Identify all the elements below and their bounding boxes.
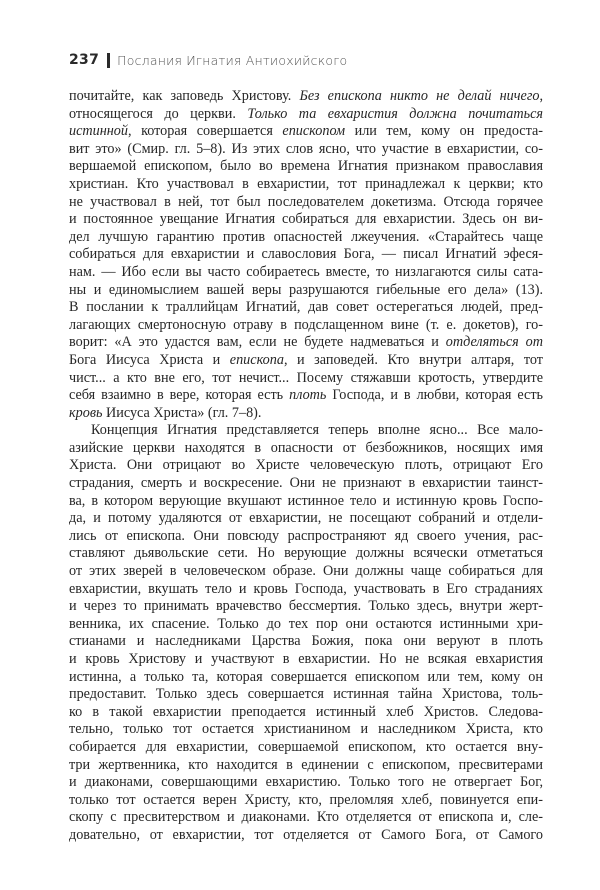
text-segment: или тем, кому он предоста- — [345, 123, 543, 140]
text-line — [69, 370, 543, 388]
text-segment: ко в такой евхаристии преподается истинный хлеб Христов. Следова- — [69, 703, 543, 720]
text-line — [69, 792, 543, 810]
text-line — [69, 264, 543, 282]
text-line — [69, 123, 543, 141]
text-segment: дел лучшую гарантию против опасностей лжеучения. «Старайтесь чаще — [69, 228, 543, 245]
text-segment: и кровь Христову и участвуют в евхаристии. Но не всякая евхаристия — [69, 651, 543, 667]
text-line — [69, 510, 543, 528]
text-segment: собирается для евхаристии, совершаемой епископом, кто остается вну- — [69, 738, 543, 755]
text-line — [69, 334, 543, 352]
text-segment: чист... а кто вне его, тот нечист... Посему стяжавши кротость, утвердите — [69, 369, 543, 386]
text-segment: и через то принимать врачевство бессмертия. Только здесь, внутри жерт- — [69, 598, 543, 615]
text-line — [69, 774, 543, 792]
text-line — [69, 457, 543, 475]
text-segment: ворит: «А это удастся вам, если не будете надмеваться и — [69, 334, 446, 351]
text-line — [69, 739, 543, 757]
italic-emphasis: епископа — [229, 351, 284, 368]
running-title: Послания Игнатия Антиохийского — [117, 52, 348, 68]
italic-emphasis: отделяться от — [445, 334, 543, 351]
text-line — [69, 704, 543, 722]
text-line — [69, 686, 543, 704]
text-segment: три жертвенника, кто находится в единении с епископом, пресвитерами — [69, 756, 543, 773]
text-segment: страдания, смерть и воскресение. Они не признают в евхаристии таинст- — [69, 475, 543, 492]
text-segment: ва, в котором верующие вкушают истинное тело и истинную кровь Госпо- — [69, 492, 543, 509]
text-segment: и диаконами, совершающими евхаристию. Только того не отвергает Бог, — [69, 774, 543, 791]
text-segment: нам. — Ибо если вы часто собираетесь вместе, то низлагаются силы сата- — [69, 263, 543, 280]
text-segment: евхаристии, вкушать тело и кровь Господа, участвовать в Его страданиях — [69, 580, 543, 597]
running-header — [69, 50, 347, 70]
text-line — [69, 809, 543, 827]
text-line — [69, 194, 543, 212]
italic-emphasis: епископом — [282, 123, 346, 140]
text-line — [69, 229, 543, 247]
text-line — [69, 757, 543, 775]
text-segment: тельно, только тот остается христианином и наследником Христа, кто — [69, 721, 543, 738]
text-segment: истинна, а только та, которая совершается епископом или тем, кому он — [69, 668, 543, 685]
text-segment: не участвовал в ней, тот был последователем докетизма. Отсюда горячее — [69, 193, 543, 210]
italic-emphasis: плоть — [289, 387, 327, 404]
text-segment: вершаемой епископом, было во времена Игнатия признаком православия — [69, 158, 543, 175]
header-divider — [107, 53, 110, 68]
text-segment: венника, их спасение. Только до тех пор они остаются истинными хри- — [69, 615, 543, 632]
text-line — [69, 545, 543, 563]
text-line — [69, 317, 543, 335]
text-line — [69, 581, 543, 599]
text-line — [69, 633, 543, 651]
text-line — [69, 176, 543, 194]
text-segment: , и заповедей. Кто внутри алтаря, тот — [283, 351, 543, 368]
text-line — [69, 598, 543, 616]
text-segment: Христа. Они отрицают во Христе человеческую плоть, отрицают Его — [69, 457, 543, 474]
text-line — [69, 493, 543, 511]
text-line — [69, 563, 543, 581]
text-line — [69, 440, 543, 458]
italic-emphasis: Без епископа никто не делай ничего — [299, 88, 540, 104]
text-segment: Концепция Игнатия представляется теперь вполне ясно... Все мало- — [91, 422, 543, 439]
italic-emphasis: кровь — [69, 404, 103, 421]
text-segment: почитайте, как заповедь Христову. — [69, 88, 300, 104]
text-line — [69, 141, 543, 159]
italic-emphasis: Только та евхаристия должна почитаться — [247, 105, 543, 122]
page-number: 237 — [69, 52, 100, 68]
text-line — [69, 651, 543, 669]
text-segment: христиан. Кто участвовал в евхаристии, тот принадлежал к церкви; кто — [69, 175, 543, 192]
text-line — [69, 405, 543, 423]
text-segment: , которая совершается — [128, 123, 283, 140]
text-line — [69, 827, 543, 845]
text-line — [69, 422, 543, 440]
text-segment: , — [539, 88, 543, 104]
text-segment: относящегося до церкви. — [69, 105, 248, 122]
text-line — [69, 106, 543, 124]
text-line — [69, 616, 543, 634]
text-segment: от этих зверей в человеческом образе. Они должны чаще собираться для — [69, 563, 543, 580]
text-segment: Иисуса Христа» (гл. 7–8). — [102, 404, 262, 421]
text-segment: и постоянное увещание Игнатия собираться для евхаристии. Здесь он ви- — [69, 211, 543, 228]
text-segment: скопу с пресвитерством и диаконами. Кто отделяется от епископа и, сле- — [69, 809, 543, 826]
text-segment: только тот остается верен Христу, кто, преломляя хлеб, повинуется епи- — [69, 791, 543, 808]
text-segment: лись от епископа. Они повсюду распространяют яд своего учения, рас- — [69, 527, 543, 544]
text-line — [69, 721, 543, 739]
text-segment: Господа, и в любви, которая есть — [326, 387, 543, 404]
text-line — [69, 246, 543, 264]
text-line — [69, 387, 543, 405]
text-line — [69, 669, 543, 687]
text-segment: ны и единомыслием вашей веры разрушаются гибельные его дела» (13). — [69, 281, 543, 298]
text-line — [69, 528, 543, 546]
text-line — [69, 299, 543, 317]
text-line — [69, 475, 543, 493]
text-segment: В послании к траллийцам Игнатий, дав совет остерегаться людей, пред- — [69, 299, 543, 316]
text-line — [69, 211, 543, 229]
text-segment: стианами и наследниками Царства Божия, пока они веруют в плоть — [69, 633, 543, 650]
text-segment: вит это» (Смир. гл. 5–8). Из этих слов ясно, что участие в евхаристии, со- — [69, 140, 543, 157]
text-segment: собираться для евхаристии и славословия Бога, — писал Игнатий эфеся- — [69, 246, 543, 263]
text-segment: Бога Иисуса Христа и — [69, 351, 230, 368]
text-segment: себя взаимно в вере, которая есть — [69, 387, 290, 404]
body-text — [69, 88, 543, 845]
text-segment: ставляют дьявольские сети. Но верующие должны всячески отметаться — [69, 545, 543, 562]
text-segment: азийские церкви находятся в опасности от безбожников, носящих имя — [69, 439, 543, 456]
text-line — [69, 158, 543, 176]
text-line — [69, 88, 543, 106]
text-line — [69, 352, 543, 370]
text-segment: довательно, от евхаристии, тот отделяется от Самого Бога, от Самого — [69, 826, 543, 843]
text-segment: да, и потому удаляются от евхаристии, не посещают собраний и отдели- — [69, 510, 543, 527]
text-line — [69, 282, 543, 300]
text-segment: лагающих смертоносную отраву в подслащенном вине (т. е. докетов), го- — [69, 316, 543, 333]
italic-emphasis: истинной — [69, 123, 128, 140]
text-segment: предоставит. Только здесь совершается истинная тайна Христова, толь- — [69, 686, 543, 703]
